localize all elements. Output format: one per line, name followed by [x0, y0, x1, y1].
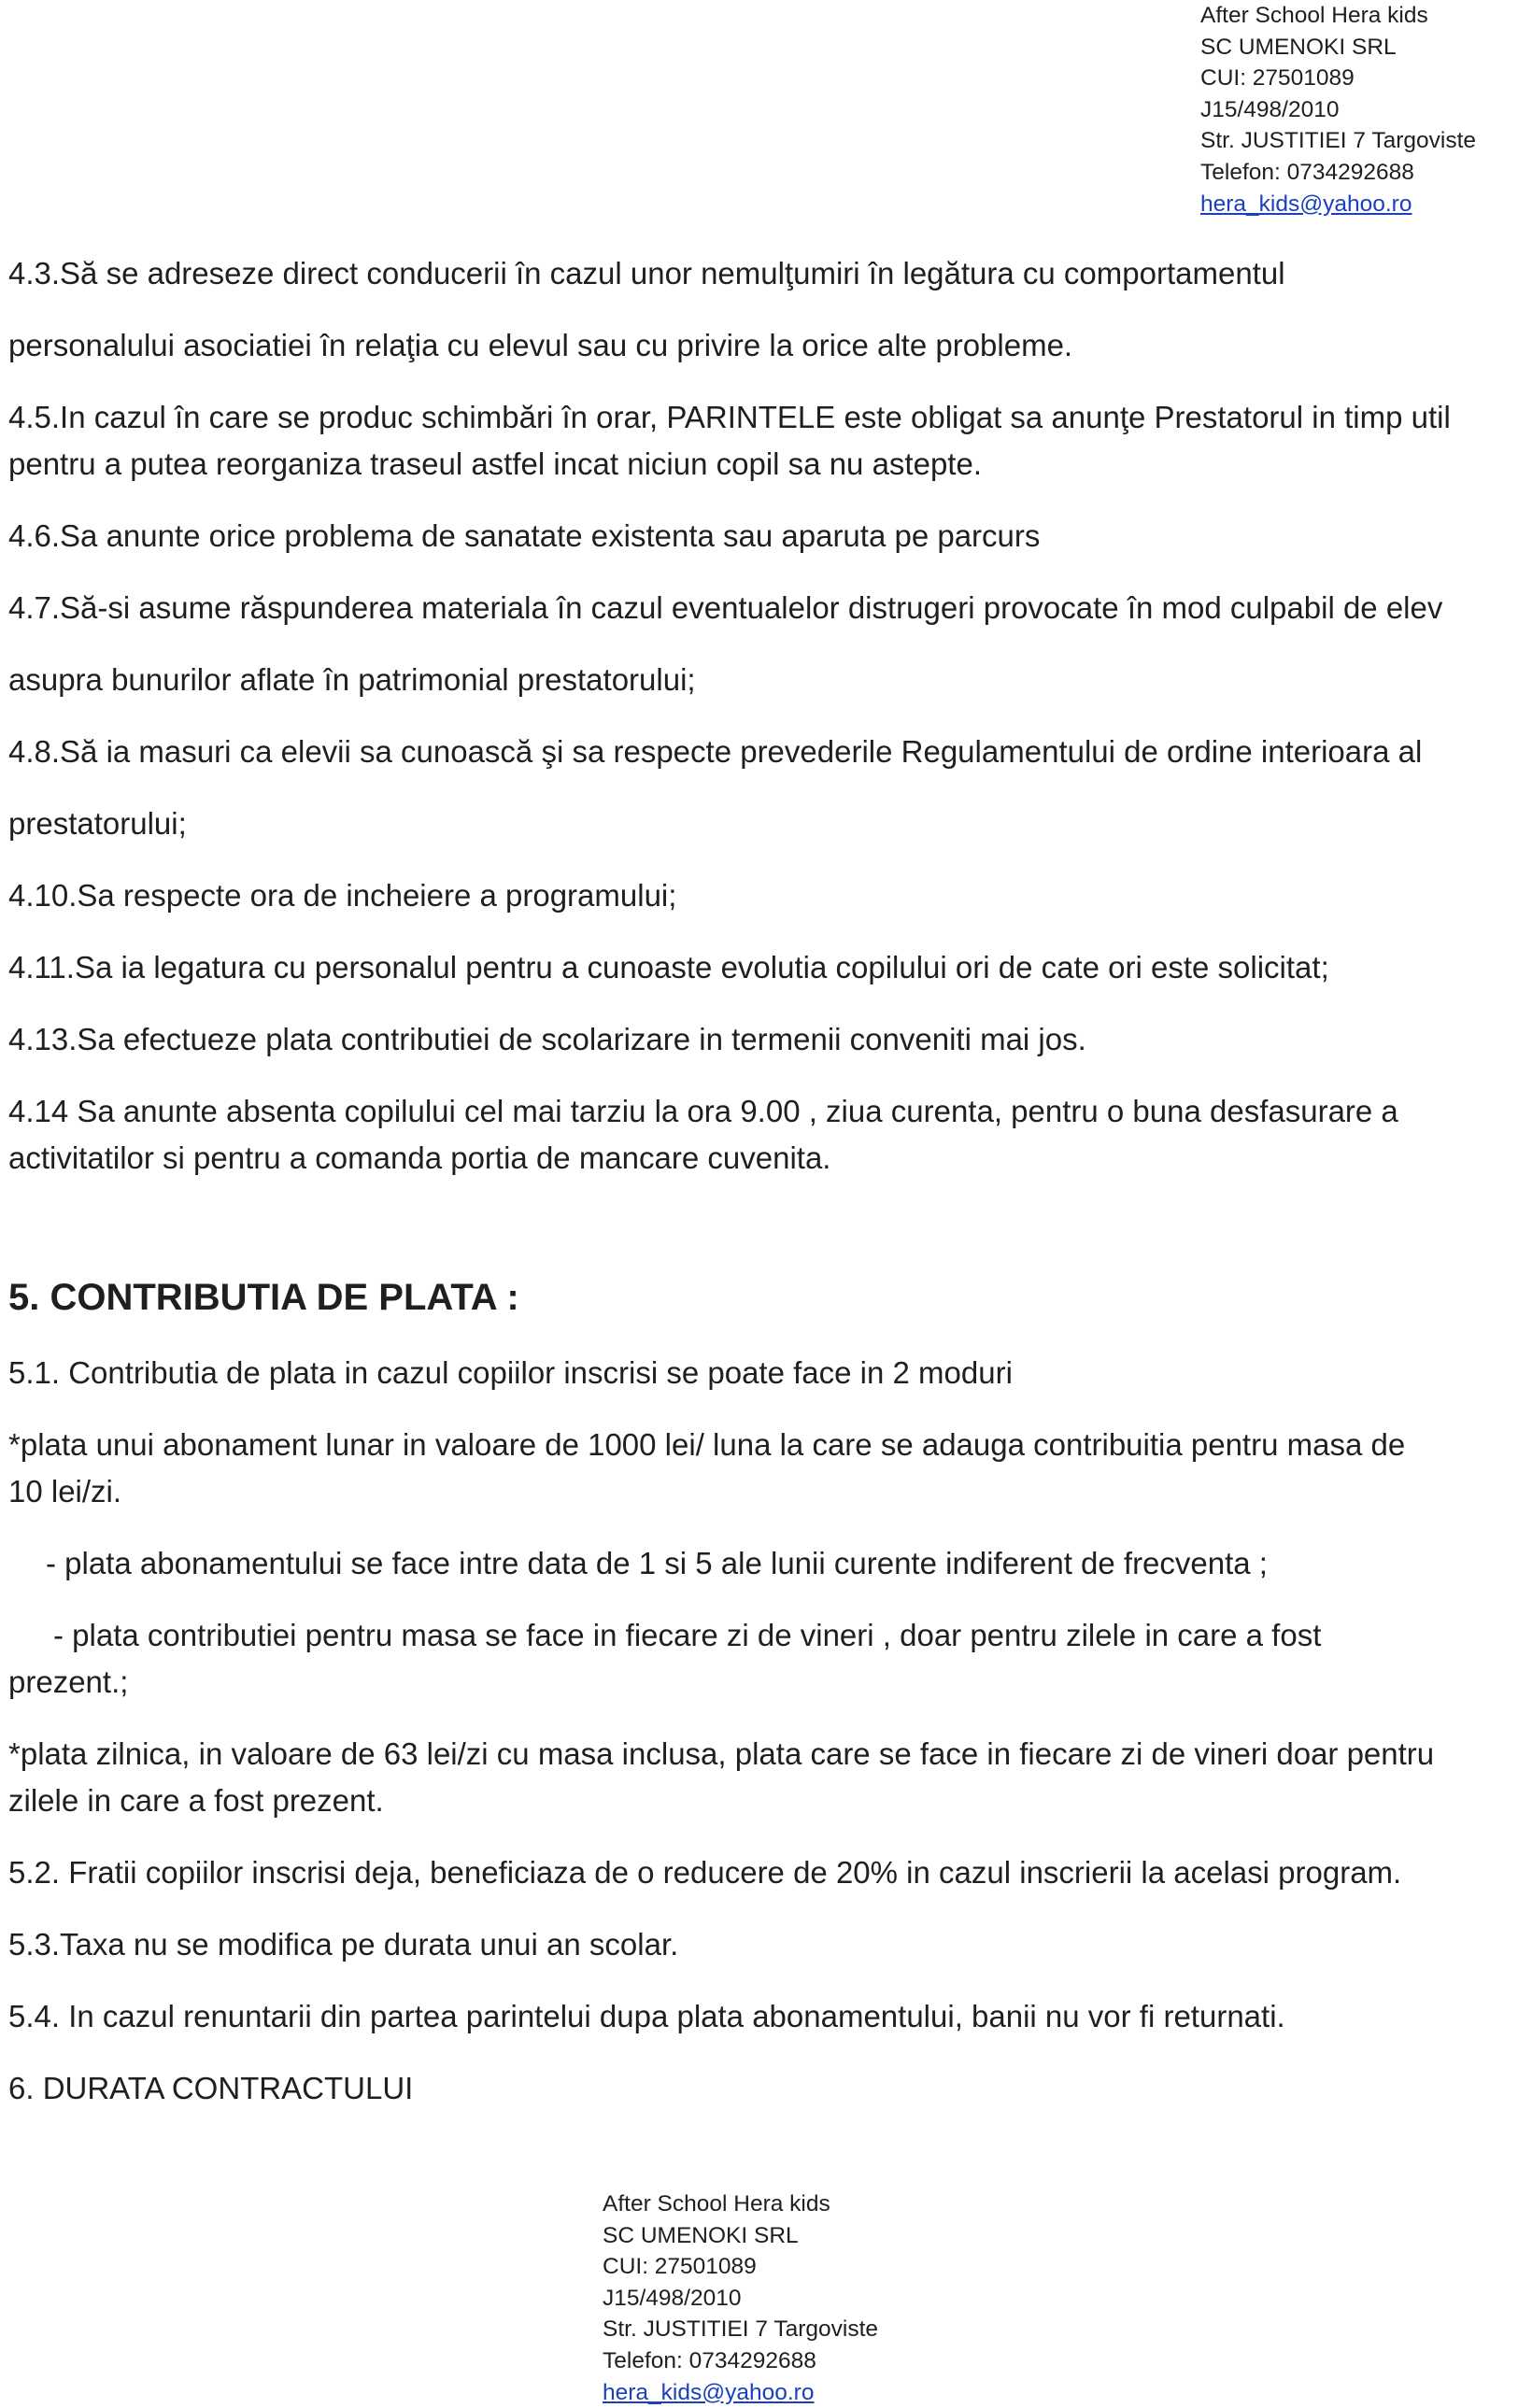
company-cui: CUI: 27501089: [1200, 65, 1355, 92]
paragraph-4-7-cont: asupra bunurilor aflate în patrimonial prestatorului;: [8, 662, 696, 697]
company-legal-name: SC UMENOKI SRL: [603, 2222, 799, 2248]
paragraph-subscription-payment: - plata abonamentului se face intre data de 1 si 5 ale lunii curente indiferent de frecventa ;: [46, 1546, 1268, 1580]
paragraph-5-4: 5.4. In cazul renuntarii din partea parintelui dupa plata abonamentului, banii nu vor fi returnati.: [8, 1999, 1285, 2033]
paragraph-4-5: 4.5.In cazul în care se produc schimbări în orar, PARINTELE este obligat sa anunţe Prestatorul in timp util: [8, 400, 1451, 434]
paragraph-meal-payment-cont: prezent.;: [8, 1664, 129, 1699]
paragraph-4-6: 4.6.Sa anunte orice problema de sanatate existenta sau aparuta pe parcurs: [8, 518, 1041, 553]
company-name: After School Hera kids: [603, 2191, 830, 2217]
paragraph-4-3: 4.3.Să se adreseze direct conducerii în cazul unor nemulţumiri în legătura cu comportamentul: [8, 256, 1285, 290]
paragraph-meal-payment: - plata contributiei pentru masa se face in fiecare zi de vineri , doar pentru zilele in care a fost: [53, 1618, 1322, 1652]
company-email-link[interactable]: hera_kids@yahoo.ro: [603, 2379, 815, 2405]
company-address: Str. JUSTITIEI 7 Targoviste: [1200, 128, 1477, 154]
paragraph-4-14: 4.14 Sa anunte absenta copilului cel mai tarziu la ora 9.00 , ziua curenta, pentru o buna desfasurare a: [8, 1094, 1398, 1128]
paragraph-5-3: 5.3.Taxa nu se modifica pe durata unui an scolar.: [8, 1927, 679, 1962]
company-phone: Telefon: 0734292688: [1200, 159, 1414, 185]
section-heading-6: 6. DURATA CONTRACTULUI: [8, 2071, 414, 2105]
paragraph-daily-plan-cont: zilele in care a fost prezent.: [8, 1783, 384, 1818]
company-cui: CUI: 27501089: [603, 2254, 757, 2280]
paragraph-5-1: 5.1. Contributia de plata in cazul copiilor inscrisi se poate face in 2 moduri: [8, 1355, 1013, 1390]
paragraph-4-5-cont: pentru a putea reorganiza traseul astfel incat niciun copil sa nu astepte.: [8, 446, 982, 481]
section-heading-5: 5. CONTRIBUTIA DE PLATA :: [8, 1277, 519, 1318]
company-legal-name: SC UMENOKI SRL: [1200, 34, 1397, 60]
paragraph-daily-plan: *plata zilnica, in valoare de 63 lei/zi cu masa inclusa, plata care se face in fiecare zi de vineri doar pentru: [8, 1736, 1435, 1771]
paragraph-4-13: 4.13.Sa efectueze plata contributiei de scolarizare in termenii conveniti mai jos.: [8, 1022, 1086, 1056]
paragraph-monthly-plan: *plata unui abonament lunar in valoare de 1000 lei/ luna la care se adauga contribuitia pentru masa de: [8, 1427, 1406, 1462]
company-name: After School Hera kids: [1200, 3, 1428, 28]
paragraph-4-8-cont: prestatorului;: [8, 806, 187, 841]
paragraph-4-7: 4.7.Să-si asume răspunderea materiala în cazul eventualelor distrugeri provocate în mod culpabil de elev: [8, 590, 1443, 625]
company-address: Str. JUSTITIEI 7 Targoviste: [603, 2316, 879, 2343]
company-registration: J15/498/2010: [1200, 96, 1340, 122]
paragraph-5-2: 5.2. Fratii copiilor inscrisi deja, beneficiaza de o reducere de 20% in cazul inscrierii la acelasi program.: [8, 1855, 1402, 1890]
paragraph-4-14-cont: activitatilor si pentru a comanda portia de mancare cuvenita.: [8, 1140, 831, 1175]
company-phone: Telefon: 0734292688: [603, 2347, 816, 2373]
paragraph-4-11: 4.11.Sa ia legatura cu personalul pentru a cunoaste evolutia copilului ori de cate ori este solicitat;: [8, 950, 1329, 984]
company-email-link[interactable]: hera_kids@yahoo.ro: [1200, 191, 1412, 217]
company-registration: J15/498/2010: [603, 2285, 742, 2311]
paragraph-4-3-cont: personalului asociatiei în relaţia cu elevul sau cu privire la orice alte probleme.: [8, 328, 1073, 362]
paragraph-4-8: 4.8.Să ia masuri ca elevii sa cunoască şi sa respecte prevederile Regulamentului de ordine interioara al: [8, 734, 1423, 769]
footer-company-info: [603, 2188, 878, 2408]
paragraph-monthly-plan-cont: 10 lei/zi.: [8, 1474, 122, 1509]
header-company-info: [1200, 0, 1476, 220]
paragraph-4-10: 4.10.Sa respecte ora de incheiere a programului;: [8, 878, 677, 913]
